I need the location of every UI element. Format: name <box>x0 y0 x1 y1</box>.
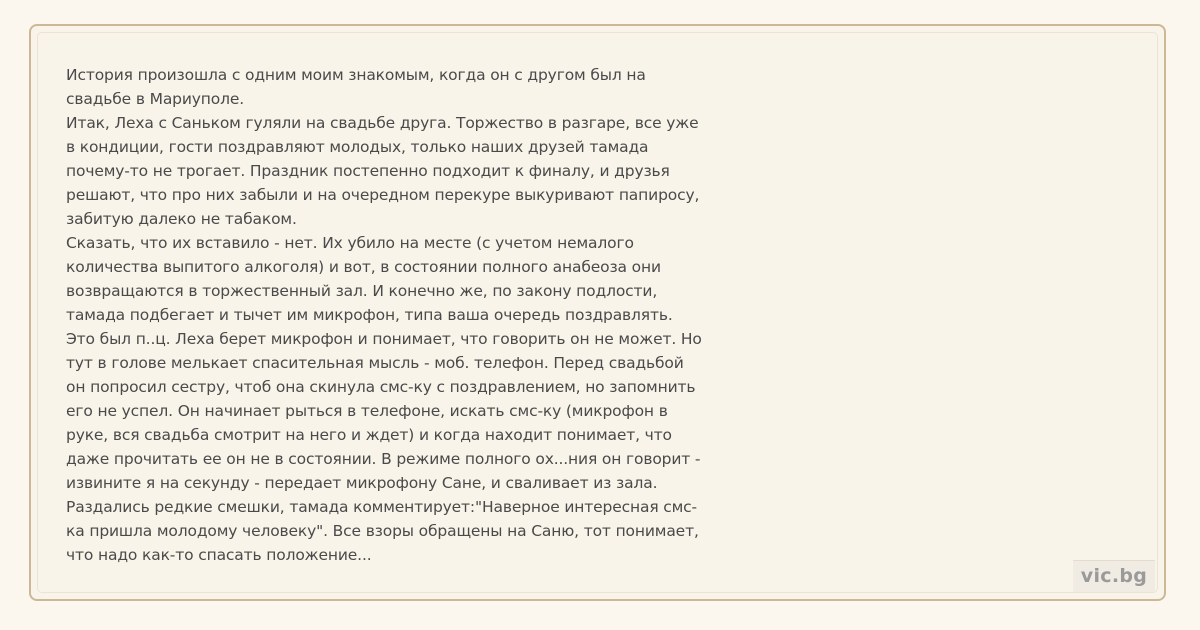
story-paragraph-1: История произошла с одним моим знакомым, когда он с другом был на свадьбе в Мариуполе. <box>66 66 646 108</box>
story-paragraph-2: Итак, Леха с Саньком гуляли на свадьбе друга. Торжество в разгаре, все уже в кондиции, гости поздравляют молодых, только наших друзей тамада почему-то не трогает. Праздник постепенно подходит к финалу, и друзья решают, что про них забыли и на очередном перекуре выкуривают папиросу, забитую далеко не табаком. <box>66 114 700 228</box>
site-watermark: vic.bg <box>1073 560 1155 592</box>
story-paragraph-3: Сказать, что их вставило - нет. Их убило на месте (с учетом немалого количества выпитого алкоголя) и вот, в состоянии полного анабеоза они возвращаются в торжественный зал. И конечно же, по закону подлости, тамада подбегает и тычет им микрофон, типа ваша очередь поздравлять. Это был п..ц. Леха берет микрофон и понимает, что говорить он не может. Но тут в голове мелькает спасительная мысль - моб. телефон. Перед свадьбой он попросил сестру, чтоб она скинула смс-ку с поздравлением, но запомнить его не успел. Он начинает рыться в телефоне, искать смс-ку (микрофон в руке, вся свадьба смотрит на него и ждет) и когда находит понимает, что даже прочитать ее он не в состоянии. В режиме полного ох...ния он говорит - извините я на секунду - передает микрофону Сане, и сваливает из зала. Раздались редкие смешки, тамада комментирует:"Наверное интересная смс-ка пришла молодому человеку". Все взоры обращены на Саню, тот понимает, что надо как-то спасать положение... <box>66 234 702 564</box>
story-text <box>66 63 706 567</box>
